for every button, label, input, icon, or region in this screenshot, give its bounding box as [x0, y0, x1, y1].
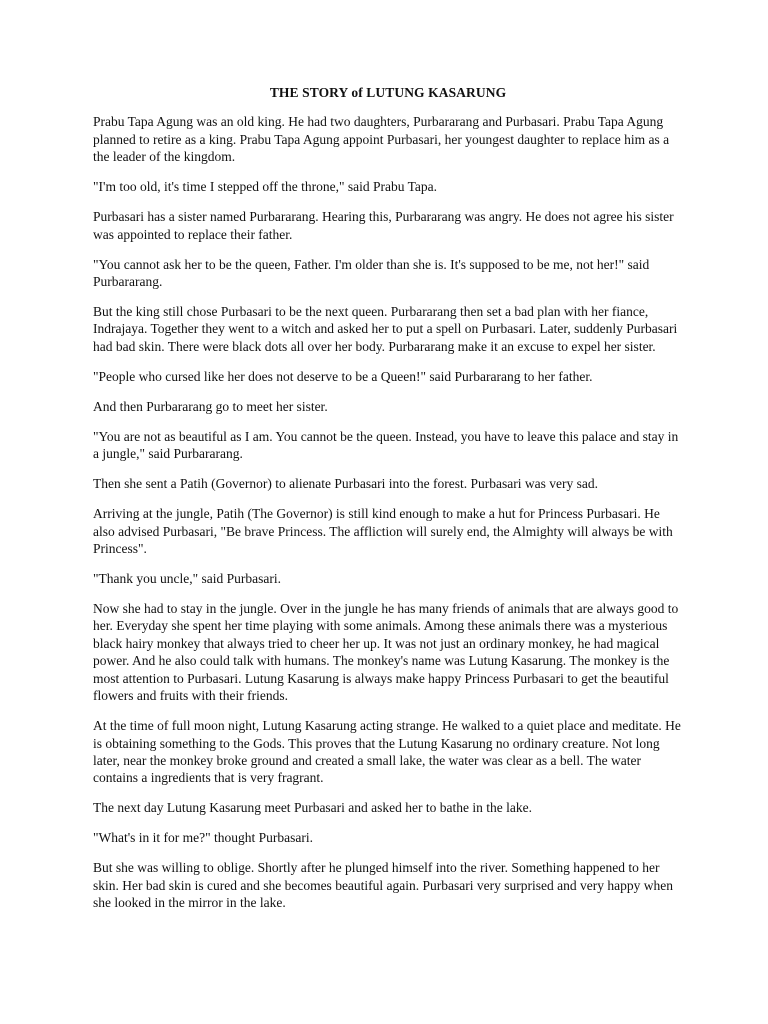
paragraph: "Thank you uncle," said Purbasari. [93, 571, 281, 587]
paragraph: But the king still chose Purbasari to be the next queen. Purbararang then set a bad plan with her fiance, Indrajaya. Together they went to a witch and asked her to put a spell on Purbasari. Later, suddenly Purbasari had bad skin. There were black dots all over her body. Purbararang make it an excuse to expel her sister. [93, 304, 678, 354]
paragraph: Prabu Tapa Agung was an old king. He had two daughters, Purbararang and Purbasari. Prabu Tapa Agung planned to retire as a king. Prabu Tapa Agung appoint Purbasari, her youngest daughter to replace him as a the leader of the kingdom. [93, 114, 670, 165]
document-page [93, 84, 683, 924]
paragraph: The next day Lutung Kasarung meet Purbasari and asked her to bathe in the lake. [93, 800, 532, 816]
paragraph: But she was willing to oblige. Shortly after he plunged himself into the river. Something happened to her skin. Her bad skin is cured and she becomes beautiful again. Purbasari very surprised and very happy when she looked in the mirror in the lake. [93, 860, 673, 911]
paragraph: At the time of full moon night, Lutung Kasarung acting strange. He walked to a quiet place and meditate. He is obtaining something to the Gods. This proves that the Lutung Kasarung no ordinary creature. Not long later, near the monkey broke ground and created a small lake, the water was clear as a bell. The water contains a ingredients that is very fragrant. [93, 718, 681, 786]
paragraph: "People who cursed like her does not deserve to be a Queen!" said Purbararang to her father. [93, 368, 593, 384]
paragraph: Now she had to stay in the jungle. Over in the jungle he has many friends of animals that are always good to her. Everyday she spent her time playing with some animals. Among these animals there was a mysterious black hairy monkey that always tried to cheer her up. It was not just an ordinary monkey, he had magical power. And he also could talk with humans. The monkey's name was Lutung Kasarung. The monkey is the most attention to Purbasari. Lutung Kasarung is always make happy Princess Purbasari to get the beautiful flowers and fruits with their friends. [93, 601, 679, 704]
document-title: THE STORY of LUTUNG KASARUNG [269, 85, 507, 100]
paragraph: "I'm too old, it's time I stepped off the throne," said Prabu Tapa. [93, 179, 438, 195]
paragraph: And then Purbararang go to meet her sister. [93, 398, 328, 414]
paragraph: "You cannot ask her to be the queen, Father. I'm older than she is. It's supposed to be me, not her!" said Purbararang. [93, 256, 650, 290]
paragraph: Then she sent a Patih (Governor) to alienate Purbasari into the forest. Purbasari was very sad. [93, 476, 598, 492]
paragraph: Arriving at the jungle, Patih (The Governor) is still kind enough to make a hut for Princess Purbasari. He also advised Purbasari, "Be brave Princess. The affliction will surely end, the Almighty will always be with Princess". [93, 506, 673, 557]
paragraph: Purbasari has a sister named Purbararang. Hearing this, Purbararang was angry. He does not agree his sister was appointed to replace their father. [93, 209, 674, 242]
paragraph: "What's in it for me?" thought Purbasari. [93, 830, 314, 846]
paragraph: "You are not as beautiful as I am. You cannot be the queen. Instead, you have to leave this palace and stay in a jungle," said Purbararang. [93, 428, 679, 462]
